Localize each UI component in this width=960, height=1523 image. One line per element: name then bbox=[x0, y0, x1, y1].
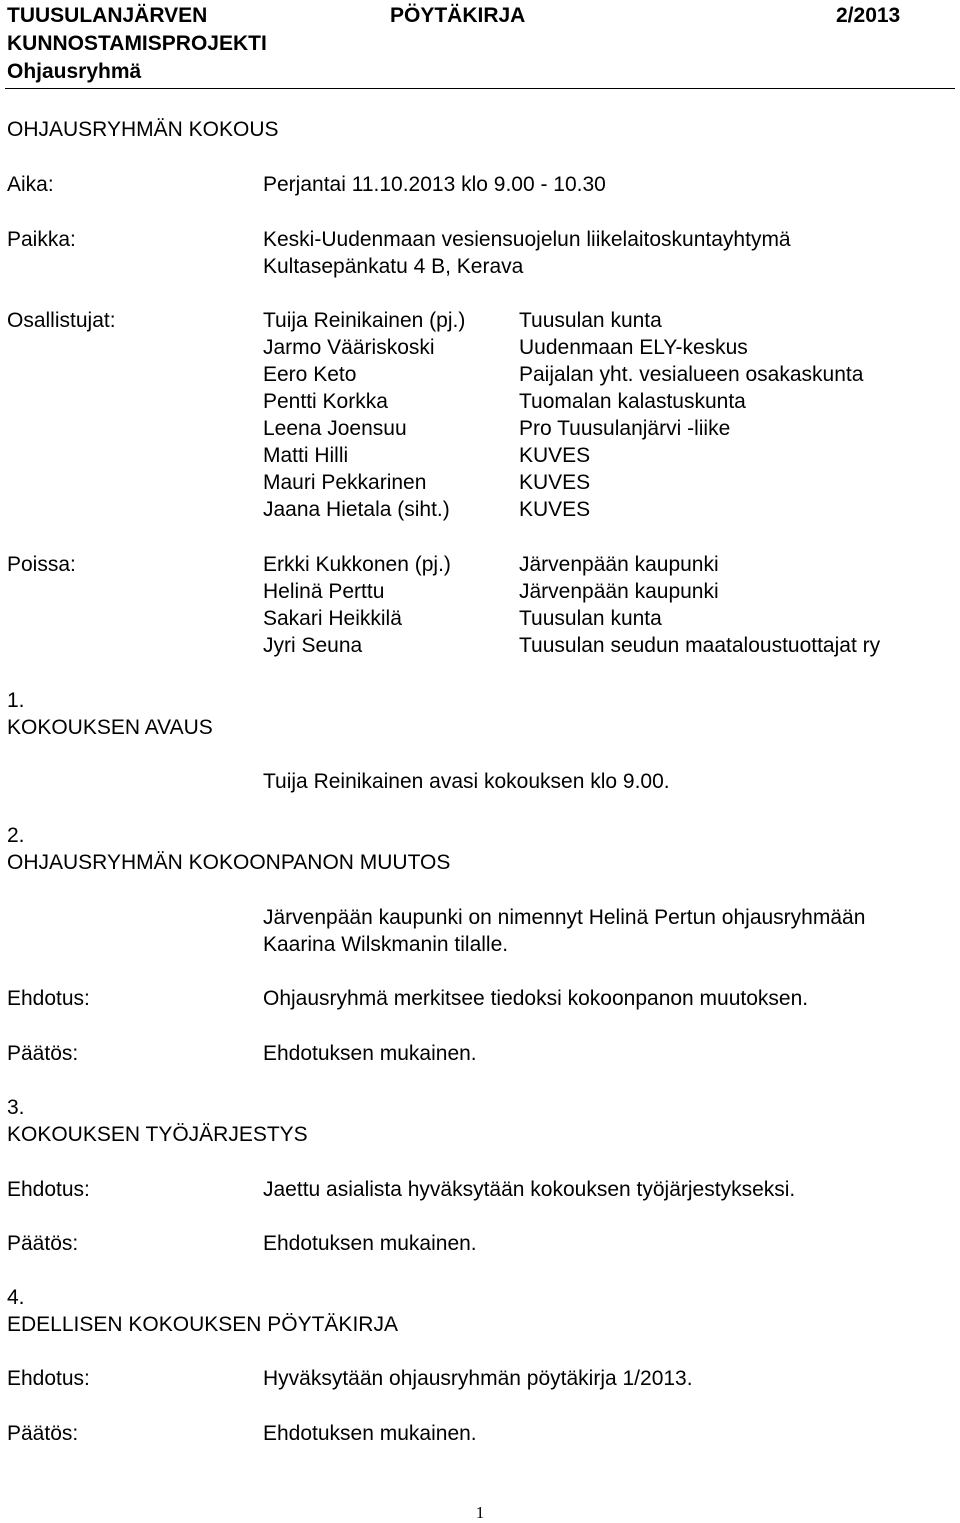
participant-org: Tuomalan kalastuskunta bbox=[519, 390, 746, 413]
absent-name: Erkki Kukkonen (pj.) bbox=[263, 553, 451, 576]
absent-label: Poissa: bbox=[7, 553, 76, 576]
place-line1: Keski-Uudenmaan vesiensuojelun liikelaitoskuntayhtymä bbox=[263, 228, 791, 251]
absent-org: Tuusulan seudun maataloustuottajat ry bbox=[519, 634, 881, 657]
participant-name: Jarmo Vääriskoski bbox=[263, 336, 435, 359]
absent-name: Sakari Heikkilä bbox=[263, 607, 402, 630]
section-1-title: KOKOUKSEN AVAUS bbox=[7, 716, 213, 739]
section-2-decision-label: Päätös: bbox=[7, 1042, 79, 1065]
doc-type: PÖYTÄKIRJA bbox=[390, 4, 526, 27]
participants-label: Osallistujat: bbox=[7, 309, 116, 332]
participant-org: Paijalan yht. vesialueen osakaskunta bbox=[519, 363, 864, 386]
org-name-line1: TUUSULANJÄRVEN bbox=[7, 4, 208, 27]
section-4-decision: Ehdotuksen mukainen. bbox=[263, 1422, 477, 1445]
absent-org: Tuusulan kunta bbox=[519, 607, 662, 630]
section-3-proposal: Jaettu asialista hyväksytään kokouksen työjärjestykseksi. bbox=[263, 1178, 796, 1201]
participant-name: Pentti Korkka bbox=[263, 390, 388, 413]
absent-org: Järvenpään kaupunki bbox=[519, 553, 719, 576]
participant-org: Tuusulan kunta bbox=[519, 309, 662, 332]
section-4-decision-label: Päätös: bbox=[7, 1422, 79, 1445]
time-value: Perjantai 11.10.2013 klo 9.00 - 10.30 bbox=[263, 173, 606, 196]
section-1-text: Tuija Reinikainen avasi kokouksen klo 9.00. bbox=[263, 770, 670, 793]
section-1-number: 1. bbox=[7, 689, 25, 712]
section-3-number: 3. bbox=[7, 1096, 25, 1119]
place-label: Paikka: bbox=[7, 228, 76, 251]
absent-name: Jyri Seuna bbox=[263, 634, 363, 657]
section-4-title: EDELLISEN KOKOUKSEN PÖYTÄKIRJA bbox=[7, 1313, 398, 1336]
participant-name: Tuija Reinikainen (pj.) bbox=[263, 309, 466, 332]
participant-name: Matti Hilli bbox=[263, 444, 349, 467]
participant-name: Leena Joensuu bbox=[263, 417, 407, 440]
participant-org: Uudenmaan ELY-keskus bbox=[519, 336, 748, 359]
participant-name: Jaana Hietala (siht.) bbox=[263, 498, 450, 521]
page-number: 1 bbox=[475, 1503, 485, 1522]
section-2-proposal: Ohjausryhmä merkitsee tiedoksi kokoonpanon muutoksen. bbox=[263, 987, 809, 1010]
section-2-number: 2. bbox=[7, 824, 25, 847]
section-2-proposal-label: Ehdotus: bbox=[7, 987, 90, 1010]
section-4-proposal: Hyväksytään ohjausryhmän pöytäkirja 1/2013. bbox=[263, 1367, 693, 1390]
section-3-decision: Ehdotuksen mukainen. bbox=[263, 1232, 477, 1255]
section-3-title: KOKOUKSEN TYÖJÄRJESTYS bbox=[7, 1123, 308, 1146]
section-2-text-line2: Kaarina Wilskmanin tilalle. bbox=[263, 933, 509, 956]
participant-org: KUVES bbox=[519, 498, 591, 521]
participant-org: KUVES bbox=[519, 444, 591, 467]
section-4-proposal-label: Ehdotus: bbox=[7, 1367, 90, 1390]
absent-org: Järvenpään kaupunki bbox=[519, 580, 719, 603]
participant-name: Eero Keto bbox=[263, 363, 357, 386]
org-name-line2: KUNNOSTAMISPROJEKTI bbox=[7, 32, 267, 55]
time-label: Aika: bbox=[7, 173, 54, 196]
meeting-title: OHJAUSRYHMÄN KOKOUS bbox=[7, 118, 279, 141]
section-3-decision-label: Päätös: bbox=[7, 1232, 79, 1255]
section-2-title: OHJAUSRYHMÄN KOKOONPANON MUUTOS bbox=[7, 851, 451, 874]
section-3-proposal-label: Ehdotus: bbox=[7, 1178, 90, 1201]
section-2-text-line1: Järvenpään kaupunki on nimennyt Helinä Pertun ohjausryhmään bbox=[263, 906, 866, 929]
section-4-number: 4. bbox=[7, 1286, 25, 1309]
participant-org: KUVES bbox=[519, 471, 591, 494]
doc-number: 2/2013 bbox=[836, 4, 901, 27]
participant-name: Mauri Pekkarinen bbox=[263, 471, 427, 494]
place-line2: Kultasepänkatu 4 B, Kerava bbox=[263, 255, 524, 278]
absent-name: Helinä Perttu bbox=[263, 580, 385, 603]
section-2-decision: Ehdotuksen mukainen. bbox=[263, 1042, 477, 1065]
participant-org: Pro Tuusulanjärvi -liike bbox=[519, 417, 731, 440]
header-divider bbox=[5, 88, 955, 89]
org-name-line3: Ohjausryhmä bbox=[7, 60, 142, 83]
